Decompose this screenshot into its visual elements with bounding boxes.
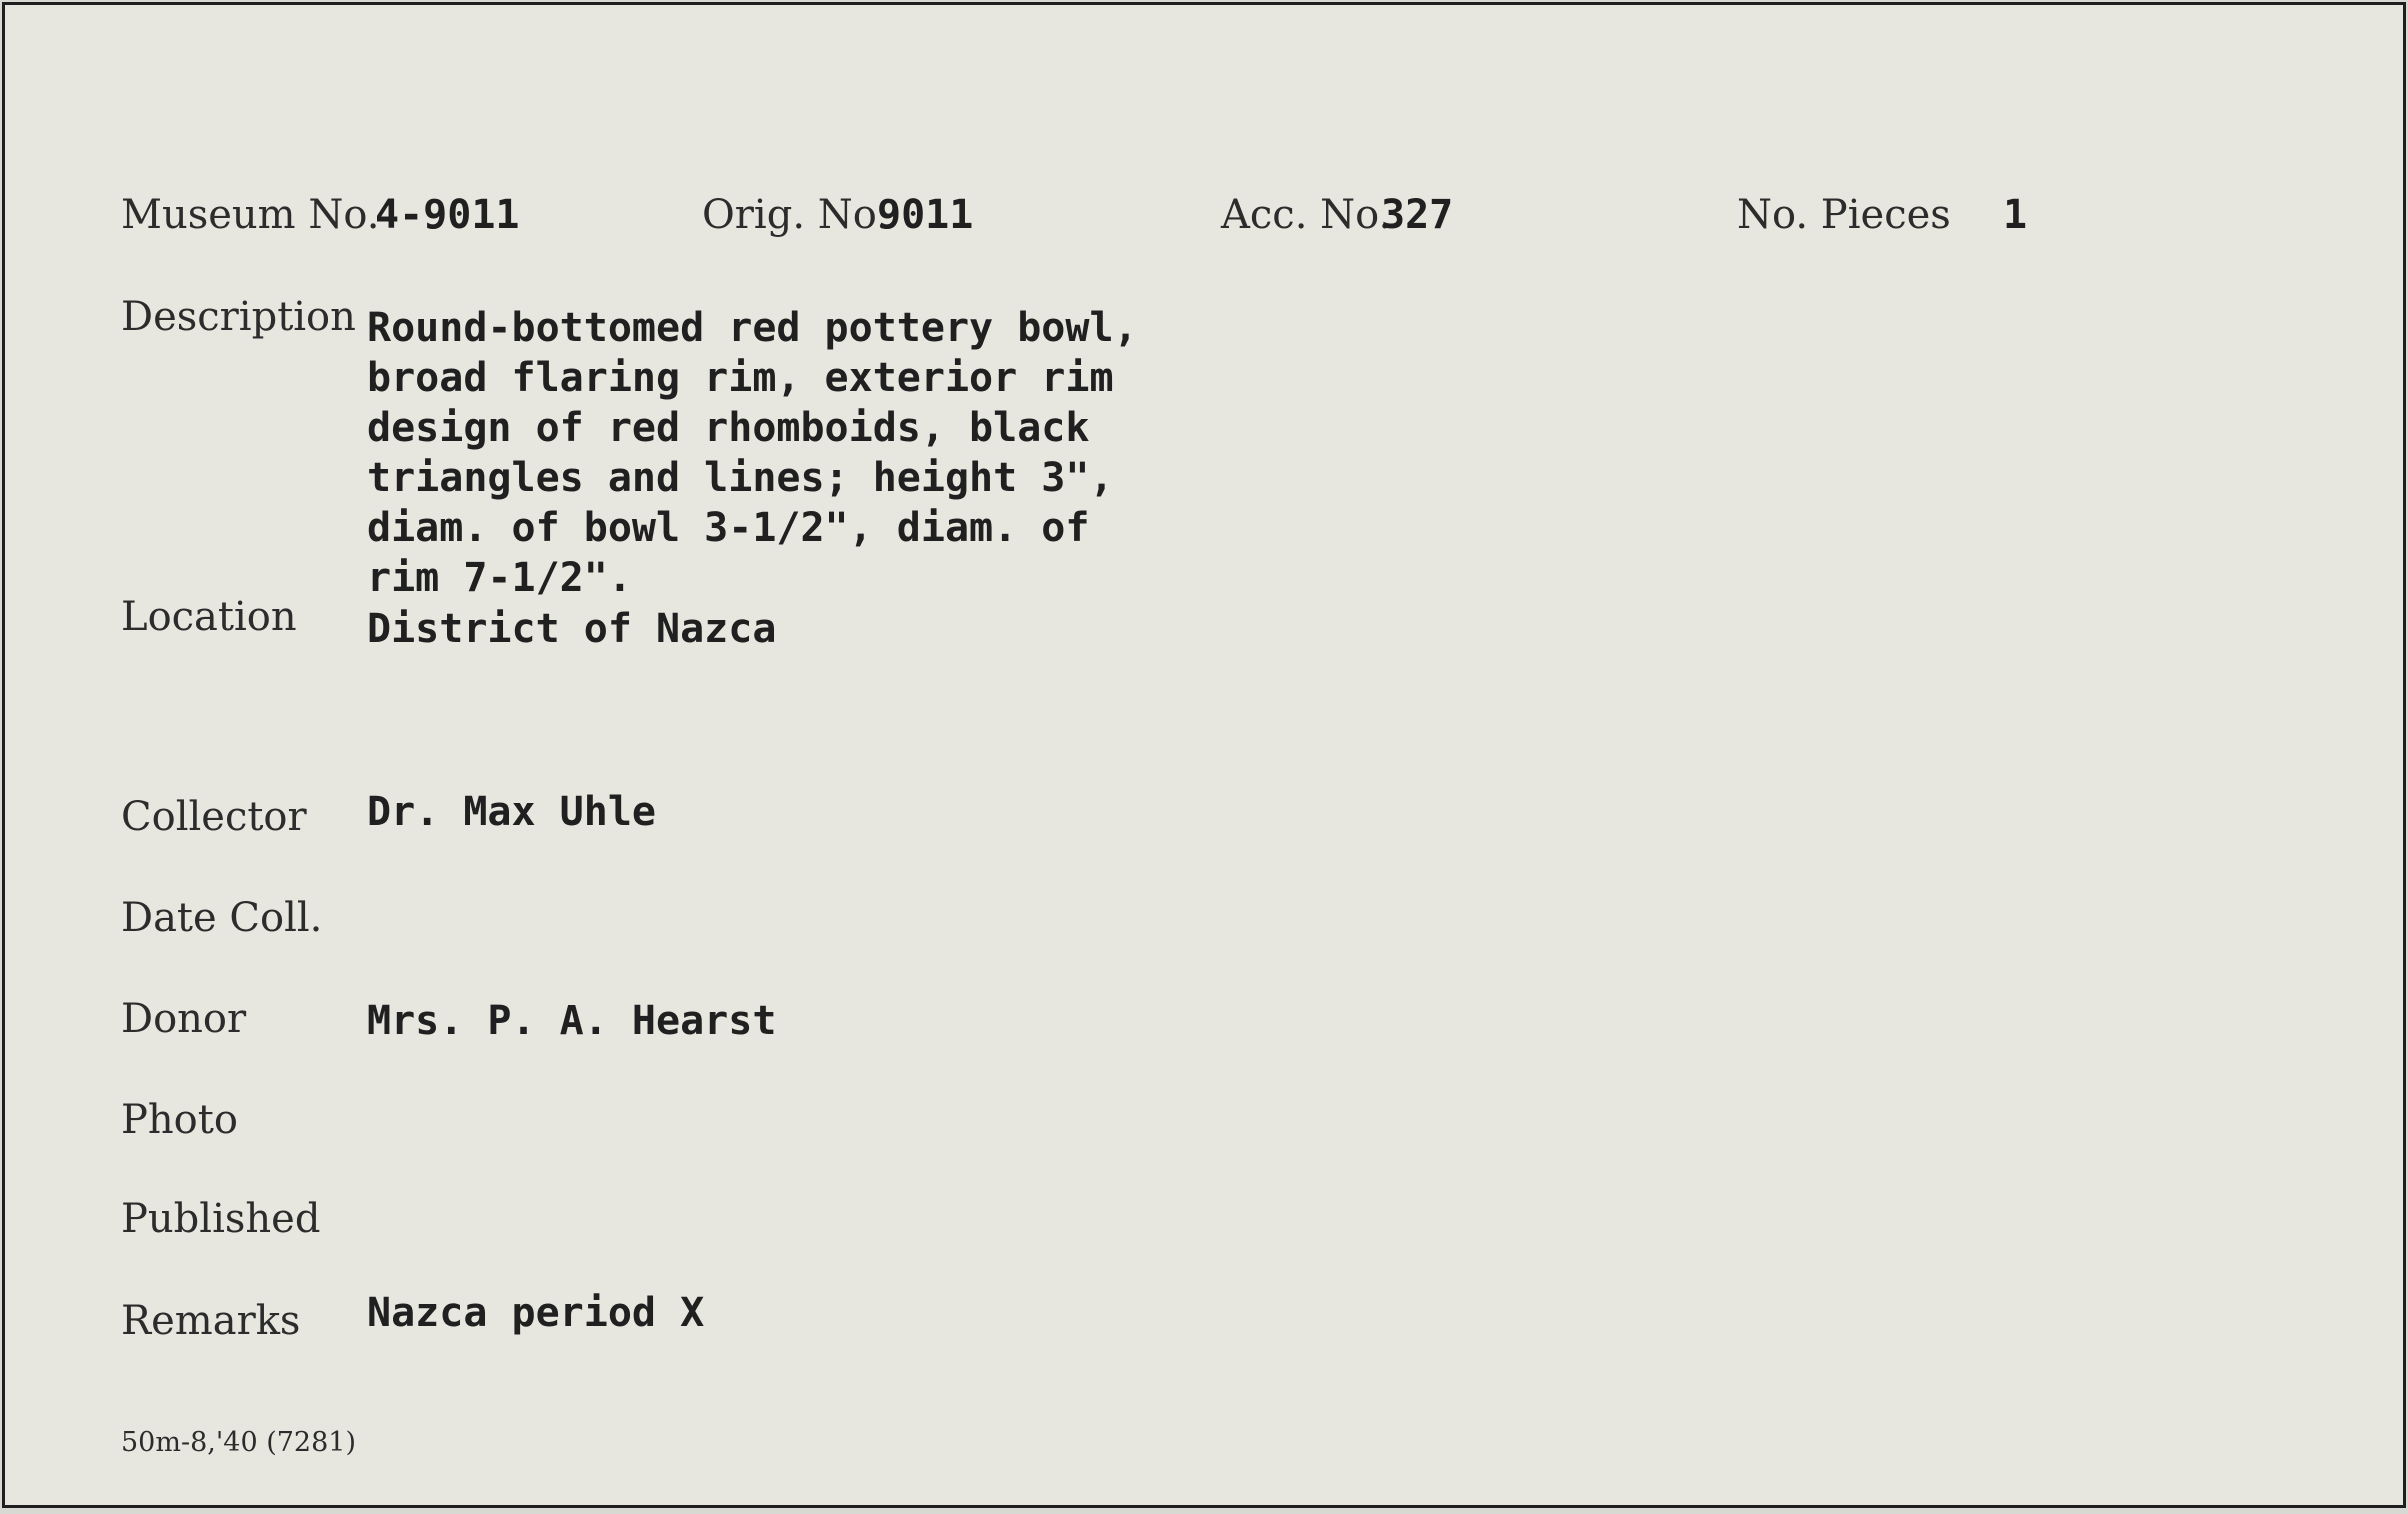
museum-no-label: Museum No. <box>121 192 380 238</box>
description-line: rim 7-1/2". <box>367 555 632 601</box>
print-code: 50m-8,'40 (7281) <box>121 1427 356 1458</box>
museum-no-value: 4-9011 <box>375 192 520 238</box>
acc-no-label: Acc. No. <box>1221 192 1392 238</box>
date-coll-label: Date Coll. <box>121 895 323 941</box>
description-line: triangles and lines; height 3", <box>367 455 1114 501</box>
orig-no-label: Orig. No. <box>702 192 889 238</box>
no-pieces-label: No. Pieces <box>1737 192 1951 238</box>
description-label: Description <box>121 294 356 340</box>
published-label: Published <box>121 1196 321 1242</box>
donor-label: Donor <box>121 996 247 1042</box>
collector-label: Collector <box>121 794 307 840</box>
photo-label: Photo <box>121 1097 238 1143</box>
location-label: Location <box>121 594 297 640</box>
description-line: broad flaring rim, exterior rim <box>367 355 1114 401</box>
description-line: diam. of bowl 3-1/2", diam. of <box>367 505 1090 551</box>
remarks-label: Remarks <box>121 1298 301 1344</box>
collector-value: Dr. Max Uhle <box>367 789 656 835</box>
location-value: District of Nazca <box>367 606 777 652</box>
acc-no-value: 327 <box>1381 192 1454 238</box>
description-text <box>367 303 1138 603</box>
no-pieces-value: 1 <box>2003 192 2028 238</box>
description-line: design of red rhomboids, black <box>367 405 1090 451</box>
orig-no-value: 9011 <box>877 192 974 238</box>
description-line: Round-bottomed red pottery bowl, <box>367 305 1138 351</box>
remarks-value: Nazca period X <box>367 1290 705 1336</box>
donor-value: Mrs. P. A. Hearst <box>367 998 777 1044</box>
catalog-card <box>2 2 2406 1508</box>
